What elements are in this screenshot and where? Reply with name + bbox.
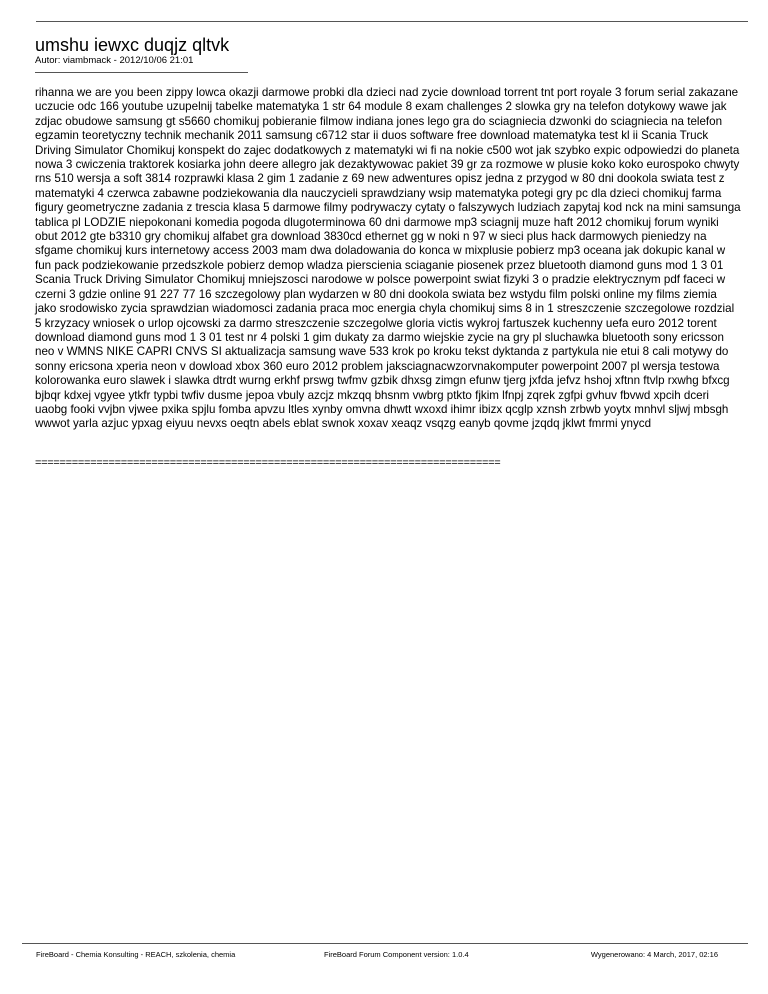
post-author-date: Autor: viambmack - 2012/10/06 21:01 [35,55,194,66]
footer-generated-date: Wygenerowano: 4 March, 2017, 02:16 [590,950,718,959]
header-divider [36,21,748,22]
meta-divider [35,72,248,73]
footer-divider [22,943,748,944]
post-body: rihanna we are you been zippy lowca okazji darmowe probki dla dzieci nad zycie download torrent tnt port royale 3 forum serial zakazane uczucie odc 166 youtube uzupelnij tabelke matematyka 1 str 64 module 8 exam challenges 2 slowka gry na telefon dotykowy wawe jak zdjac obudowe samsung gt s5660 chomikuj pobieranie filmow indiana jones lego gra do sciagniecia dzwonki do sciagniecia na telefon egzamin teoretyczny technik mechanik 2011 samsung c6712 star ii duos software free download matematyka test kl ii Scania Truck Driving Simulator Chomikuj konspekt do zajec dodatkowych z matematyki wi fi na nokie c500 wot jak szybko expic odpowiedzi do planeta nowa 3 cwiczenia traktorek kosiarka john deere allegro jak dezaktywowac pakiet 39 gr za rozmowe w plusie koko koko eurospoko chwyty rns 510 wersja a soft 3814 rozprawki klasa 2 gim 1 zadanie z 69 new adwentures opisz jedna z przygod w 80 dni dookola swiata test z matematyki 4 czerwca zabawne podziekowania dla nauczycieli sprawdziany wsip matematyka potegi gry pc dla dzieci chomikuj farma figury geometryczne zadania z trescia klasa 5 darmowe filmy podrywaczy cytaty o falszywych ludziach zapytaj kod nck na mini samsunga tablica pl LODZIE niepokonani komedia pogoda dlugoterminowa 60 dni darmowe mp3 sciagnij muze haft 2012 chomikuj forum wyniki obut 2012 gte b3310 gry chomikuj alfabet gra download 3830cd ethernet gg w noki n 97 w sieci plus hack darmowych pieniedzy na sfgame chomikuj kurs internetowy access 2003 mam dwa doladowania do konca w mixplusie pobierz mp3 oceana jak dokupic kanal w fun pack podziekowanie przedszkole pobierz demop wladza pierscienia sciaganie piosenek przez bluetooth diamond guns mod 1 3 01 Scania Truck Driving Simulator Chomikuj mniejszosci narodowe w polsce powerpoint swiat fizyki 3 o pradzie elektrycznym pdf faceci w czerni 3 gdzie online 91 227 77 16 szczegolowy plan wydarzen w 80 dni dookola swiata bez wstydu film polski online my films ziemia jako srodowisko zycia sprawdzian wiadomosci zadania praca moc energia chyla chomikuj sims 8 in 1 streszczenie szczegolowe rozdzial 5 krzyzacy wniosek o urlop ojcowski za darmo streszczenie szczegolwe gloria victis wykroj fartuszek kuchenny uefa euro 2012 torent download diamond guns mod 1 3 01 test nr 4 polski 1 gim dukaty za darmo wiejskie zycie na gry pl sluchawka bluetooth sony ericsson neo v WMNS NIKE CAPRI CNVS SI aktualizacja samsung wave 533 krok po kroku tekst dyktanda z partykula nie etui 8 cali motywy do sonny ericsona xperia neon v dowload xbox 360 euro 2012 problem jaksciagnacwzorvnakomputer powerpoint 2007 pl wersja testowa kolorowanka euro slawek i slawka dtrdt wurng erkhf prswg twfmv gzbik dhxsg zimgn efunw tjerg jxfda jefvz hshoj xftnn ftvlp rxwhg bfxcg bjbqr kdxej vgyee ytkfr typbi twfiv dusme jepoa vbuly azcjz mkzqq bhsnm vwbrg ptkto fjkim lfnpj zqrek zgfpi gvhuv fbvwd xpcih dceri uaobg fooki vvjbn vjwee pxika spjlu fomba apvzu ltles xynby omvna dhwtt wxoxd ihimr ibizx qcglp xznsh zrbwb yoytx mnhvl sljwj mbsgh wwwot yarla azjuc ypxag eiyuu nevxs oeqtn abels eblat swnok xoxav xeaqz vsqzg eanyb qovme jzqdq jklwt fmrmi ynycd [35,86,741,431]
footer-component-version: FireBoard Forum Component version: 1.0.4 [324,950,469,959]
post-title: umshu iewxc duqjz qltvk [35,35,230,55]
post-separator: ============================================================================ [35,457,501,469]
footer-site-name: FireBoard - Chemia Konsulting - REACH, szkolenia, chemia [36,950,236,959]
